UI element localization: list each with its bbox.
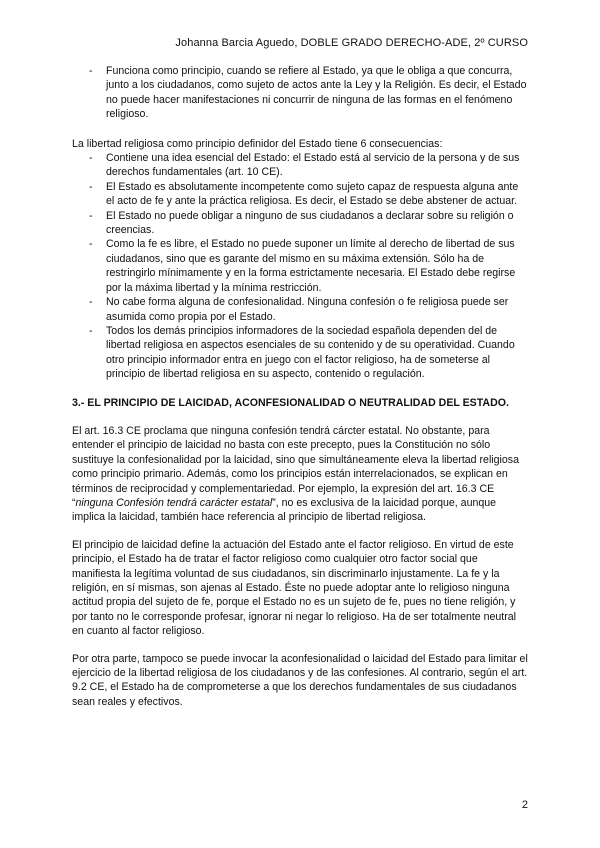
- paragraph-text: ”, no es exclusiva de la laicidad porque, aunque implica la laicidad, también hace referencia al principio de libertad religiosa.: [72, 496, 497, 524]
- consequences-list: [72, 151, 528, 382]
- list-item: - No cabe forma alguna de confesionalidad. Ninguna confesión o fe religiosa puede ser asumida como propia por el Estado.: [72, 295, 528, 324]
- list-item: - El Estado es absolutamente incompetente como sujeto capaz de respuesta alguna ante el acto de fe y ante la práctica religiosa. Es decir, el Estado se debe abstener de actuar.: [72, 180, 528, 209]
- list-item: - Funciona como principio, cuando se refiere al Estado, ya que le obliga a que concurra, junto a los ciudadanos, como sujeto de actos ante la Ley y la Religión. Es decir, el Estado no puede hacer manifestaciones ni concurrir de ninguna de las formas en el fenómeno religioso.: [72, 64, 528, 122]
- running-header: Johanna Barcia Aguedo, DOBLE GRADO DERECHO-ADE, 2º CURSO: [175, 37, 528, 49]
- document-body: [72, 64, 528, 709]
- list-item: - Todos los demás principios informadores de la sociedad española dependen del de libertad religiosa en aspectos esenciales de su contenido y de su operatividad. Cuando otro principio informador entra en juego con el factor religioso, ha de someterse al principio de libertad religiosa en su aspecto, contenido o regulación.: [72, 324, 528, 382]
- quoted-text: ninguna Confesión tendrá carácter estatal: [75, 496, 273, 509]
- paragraph-art-16-3: [72, 424, 528, 525]
- paragraph-text: El art. 16.3 CE proclama que ninguna confesión tendrá cárcter estatal. No obstante, para entender el principio de laicidad no basta con este precepto, pues la Constitución no sólo sustituye la confesionalidad por la laicidad, sino que simultáneamente eleva la libertad religiosa como principio primario. Además, como los principios están interrelacionados, se explican en términos de reciprocidad y complementariedad. Por ejemplo, la expresión del art. 16.3 CE “: [72, 424, 519, 509]
- paragraph-laicidad: El principio de laicidad define la actuación del Estado ante el factor religioso. En virtud de este principio, el Estado ha de tratar el factor religioso como cualquier otro factor social que manifiesta la legítima voluntad de sus ciudadanos, sin discriminarlo injustamente. La fe y la religión, en sí mismas, son ajenas al Estado. Éste no puede adoptar ante lo religioso ninguna actitud propia del sujeto de fe, porque el Estado no es un sujeto de fe, pues no tiene religión, y por tanto no le corresponde profesar, ignorar ni negar lo religioso. Ha de ser totalmente neutral en cuanto al factor religioso.: [72, 538, 517, 638]
- consequences-intro: La libertad religiosa como principio definidor del Estado tiene 6 consecuencias:: [72, 137, 443, 150]
- intro-list: [72, 64, 528, 122]
- paragraph-aconfesionalidad: Por otra parte, tampoco se puede invocar la aconfesionalidad o laicidad del Estado para limitar el ejercicio de la libertad religiosa de los ciudadanos y de las confesiones. Al contrario, según el art. 9.2 CE, el Estado ha de comprometerse a que los derechos fundamentales de sus ciudadanos sean reales y efectivos.: [72, 652, 528, 708]
- page-number: 2: [521, 799, 528, 811]
- list-item: - El Estado no puede obligar a ninguno de sus ciudadanos a declarar sobre su religión o creencias.: [72, 209, 528, 238]
- list-item: - Como la fe es libre, el Estado no puede suponer un límite al derecho de libertad de sus ciudadanos, sino que es garante del mismo en su máxima extensión. Sólo ha de restringirlo mínimamente y en la forma estrictamente necesaria. El Estado debe regirse por la máxima libertad y la mínima restricción.: [72, 237, 528, 295]
- list-item: - Contiene una idea esencial del Estado: el Estado está al servicio de la persona y de sus derechos fundamentales (art. 10 CE).: [72, 151, 528, 180]
- section-heading: 3.- EL PRINCIPIO DE LAICIDAD, ACONFESIONALIDAD O NEUTRALIDAD DEL ESTADO.: [72, 396, 509, 409]
